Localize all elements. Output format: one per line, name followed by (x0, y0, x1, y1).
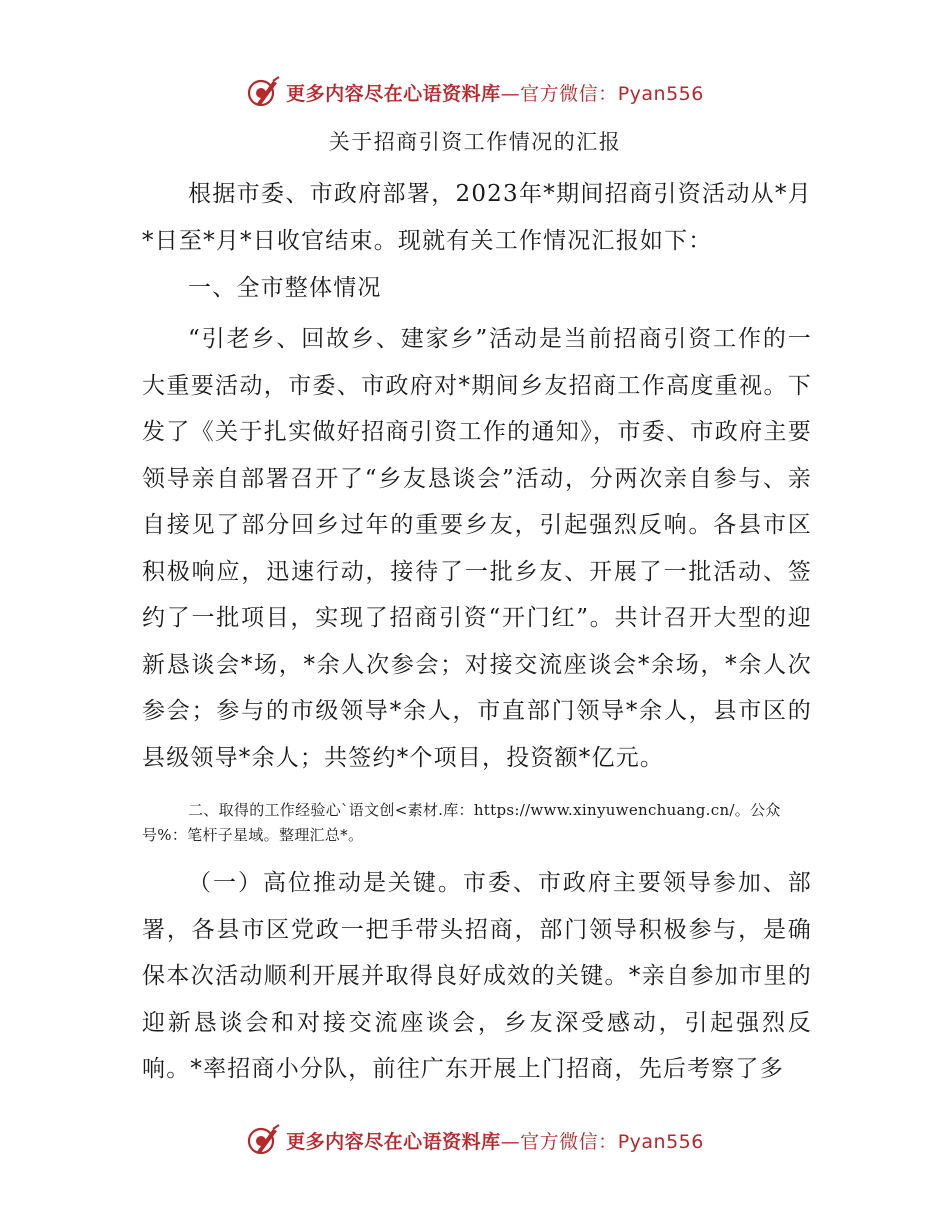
intro-paragraph: 根据市委、市政府部署，2023年*期间招商引资活动从*月*日至*月*日收官结束。现就有关工作情况汇报如下： (142, 181, 812, 254)
header-banner (0, 72, 950, 112)
quill-pen-seal-icon (246, 75, 280, 109)
banner-wechat-id: Pyan556 (617, 1130, 704, 1153)
banner-separator: —官方微信： (500, 1130, 618, 1153)
banner-text (286, 1127, 704, 1154)
banner-separator: —官方微信： (500, 82, 618, 105)
banner-lead: 更多内容尽在心语资料库 (286, 1130, 501, 1153)
banner-text (286, 79, 704, 106)
banner-wechat-id: Pyan556 (617, 82, 704, 105)
document-title: 关于招商引资工作情况的汇报 (328, 130, 622, 154)
section1-body: “引老乡、回故乡、建家乡”活动是当前招商引资工作的一大重要活动，市委、市政府对*期间乡友招商工作高度重视。下发了《关于扎实做好招商引资工作的通知》，市委、市政府主要领导亲自部署召开了“乡友恳谈会”活动，分两次亲自参与、亲自接见了部分回乡过年的重要乡友，引起强烈反响。各县市区积极响应，迅速行动，接待了一批乡友、开展了一批活动、签约了一批项目，实现了招商引资“开门红”。共计召开大型的迎新恳谈会*场，*余人次参会；对接交流座谈会*余场，*余人次参会；参与的市级领导*余人，市直部门领导*余人，县市区的县级领导*余人；共签约*个项目，投资额*亿元。 (142, 326, 812, 771)
banner-lead: 更多内容尽在心语资料库 (286, 82, 501, 105)
section2-subsection1: （一）高位推动是关键。市委、市政府主要领导参加、部署，各县市区党政一把手带头招商，部门领导积极参与，是确保本次活动顺利开展并取得良好成效的关键。*亲自参加市里的迎新恳谈会和对接交流座谈会，乡友深受感动，引起强烈反响。*率招商小分队，前往广东开展上门招商，先后考察了多 (142, 870, 812, 1082)
section2-line: 二、取得的工作经验心`语文创<素材.库：https://www.xinyuwenchuang.cn/。公众号%：笔杆子星域。整理汇总*。 (142, 801, 781, 844)
quill-pen-seal-icon (246, 1123, 280, 1157)
section1-heading: 一、全市整体情况 (188, 275, 382, 301)
footer-banner (0, 1120, 950, 1160)
